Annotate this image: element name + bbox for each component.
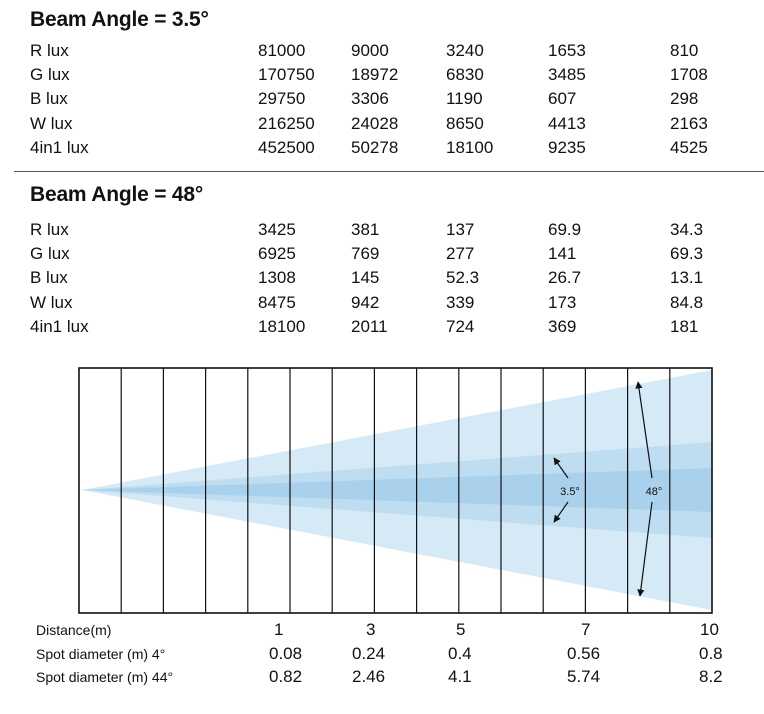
narrow-angle-label: 3.5° <box>560 486 580 498</box>
section-title-beam-3-5: Beam Angle = 3.5° <box>30 8 209 31</box>
lux-value: 18100 <box>258 317 306 336</box>
spot-diameter-44-row <box>36 665 756 689</box>
lux-value: 810 <box>670 41 699 60</box>
lux-value: 607 <box>548 89 577 108</box>
beam-cones <box>82 370 712 610</box>
lux-value: 2163 <box>670 114 708 133</box>
table-row <box>30 87 750 111</box>
spot-diameter-4-label: Spot diameter (m) 4° <box>36 646 166 662</box>
lux-value: 69.3 <box>670 244 704 263</box>
lux-value: 52.3 <box>446 268 480 287</box>
lux-value: 769 <box>351 244 380 263</box>
table-row <box>30 315 750 339</box>
lux-value: 724 <box>446 317 475 336</box>
spot-diameter-44-label: Spot diameter (m) 44° <box>36 669 174 685</box>
table-row <box>30 63 750 87</box>
lux-value: 369 <box>548 317 577 336</box>
distance-value: 7 <box>581 620 591 639</box>
lux-value: 339 <box>446 293 475 312</box>
table-row <box>30 218 750 242</box>
row-label: R lux <box>30 220 69 239</box>
lux-value: 9235 <box>548 138 586 157</box>
row-label: R lux <box>30 41 69 60</box>
lux-value: 6925 <box>258 244 296 263</box>
lux-value: 18972 <box>351 65 399 84</box>
lux-value: 50278 <box>351 138 399 157</box>
distance-value: 10 <box>700 620 719 639</box>
lux-value: 2011 <box>351 317 388 336</box>
lux-value: 34.3 <box>670 220 704 239</box>
lux-value: 1190 <box>446 89 483 108</box>
lux-value: 81000 <box>258 41 306 60</box>
section-title-beam-48: Beam Angle = 48° <box>30 183 204 206</box>
row-label: W lux <box>30 114 73 133</box>
lux-value: 141 <box>548 244 577 263</box>
table-row <box>30 266 750 290</box>
lux-value: 24028 <box>351 114 399 133</box>
spot-diameter-value: 0.8 <box>699 644 723 663</box>
lux-value: 4525 <box>670 138 708 157</box>
lux-value: 3306 <box>351 89 389 108</box>
lux-value: 942 <box>351 293 380 312</box>
lux-value: 6830 <box>446 65 484 84</box>
lux-value: 3425 <box>258 220 296 239</box>
lux-value: 13.1 <box>670 268 704 287</box>
spot-diameter-value: 0.08 <box>269 644 303 663</box>
lux-value: 3240 <box>446 41 484 60</box>
distance-value: 1 <box>274 620 284 639</box>
lux-value: 1708 <box>670 65 708 84</box>
table-row <box>30 136 750 160</box>
section-divider <box>14 171 764 172</box>
lux-value: 29750 <box>258 89 306 108</box>
lux-value: 1308 <box>258 268 296 287</box>
lux-value: 137 <box>446 220 475 239</box>
row-label: 4in1 lux <box>30 317 89 336</box>
lux-value: 170750 <box>258 65 315 84</box>
row-label: W lux <box>30 293 73 312</box>
distance-value: 3 <box>366 620 376 639</box>
row-label: G lux <box>30 65 70 84</box>
spot-diameter-value: 8.2 <box>699 667 723 686</box>
lux-value: 145 <box>351 268 380 287</box>
distance-row <box>36 618 756 642</box>
lux-value: 1653 <box>548 41 586 60</box>
table-row <box>30 112 750 136</box>
lux-value: 216250 <box>258 114 315 133</box>
table-row <box>30 291 750 315</box>
spot-diameter-4-row <box>36 642 756 666</box>
lux-value: 8475 <box>258 293 296 312</box>
lux-value: 9000 <box>351 41 389 60</box>
lux-value: 452500 <box>258 138 315 157</box>
lux-value: 18100 <box>446 138 494 157</box>
lux-value: 381 <box>351 220 380 239</box>
spot-diameter-value: 2.46 <box>352 667 386 686</box>
spot-diameter-value: 0.56 <box>567 644 601 663</box>
spot-diameter-value: 5.74 <box>567 667 601 686</box>
lux-value: 8650 <box>446 114 484 133</box>
spot-diameter-value: 4.1 <box>448 667 472 686</box>
row-label: G lux <box>30 244 70 263</box>
table-row <box>30 242 750 266</box>
row-label: B lux <box>30 268 68 287</box>
row-label: 4in1 lux <box>30 138 89 157</box>
lux-value: 298 <box>670 89 699 108</box>
lux-value: 26.7 <box>548 268 582 287</box>
spot-diameter-value: 0.4 <box>448 644 472 663</box>
spot-diameter-value: 0.82 <box>269 667 303 686</box>
lux-value: 4413 <box>548 114 586 133</box>
lux-value: 277 <box>446 244 475 263</box>
wide-angle-label: 48° <box>645 486 663 498</box>
lux-value: 69.9 <box>548 220 582 239</box>
distance-value: 5 <box>456 620 466 639</box>
lux-value: 173 <box>548 293 577 312</box>
lux-value: 181 <box>670 317 699 336</box>
lux-value: 84.8 <box>670 293 704 312</box>
lux-value: 3485 <box>548 65 586 84</box>
beam-diagram <box>0 360 764 622</box>
table-row <box>30 39 750 63</box>
distance-label: Distance(m) <box>36 622 112 638</box>
spot-diameter-value: 0.24 <box>352 644 386 663</box>
row-label: B lux <box>30 89 68 108</box>
